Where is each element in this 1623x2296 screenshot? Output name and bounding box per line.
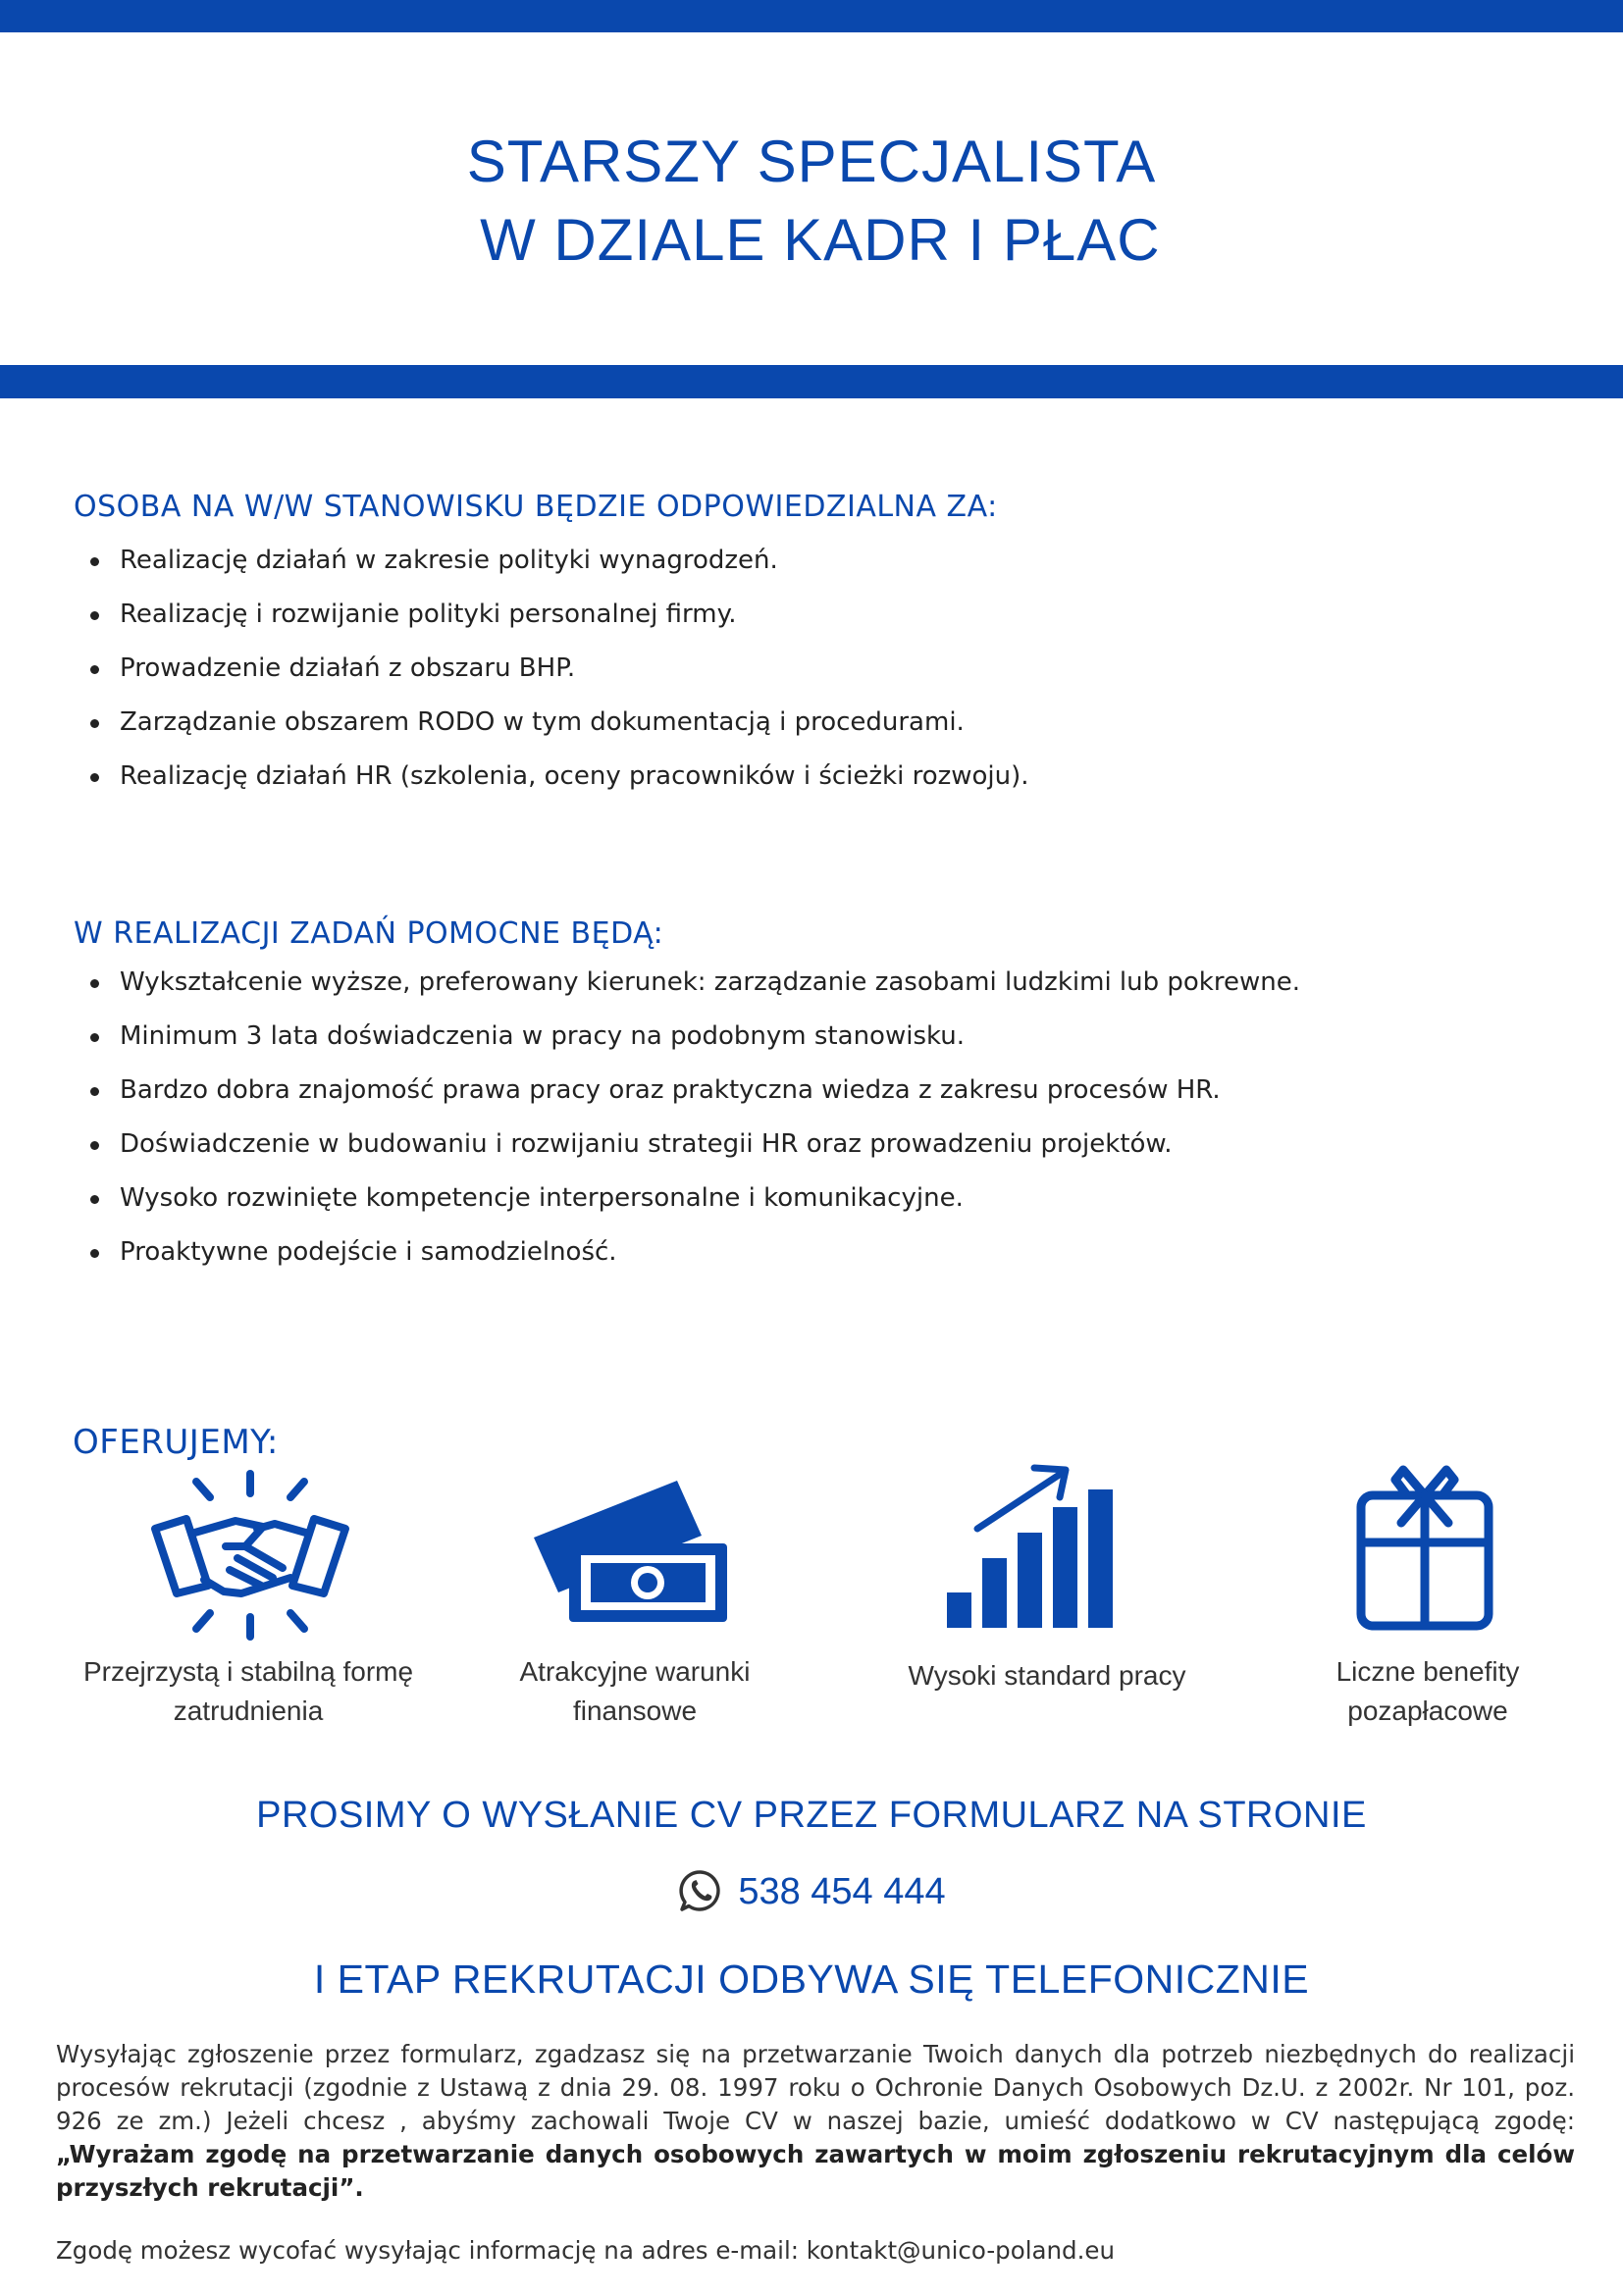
offer-label-1	[72, 1652, 425, 1731]
title-line-1: STARSZY SPECJALISTA	[466, 129, 1157, 194]
offer-label-4	[1251, 1652, 1604, 1731]
offer-label-line: zatrudnienia	[173, 1696, 324, 1726]
list-item: Realizację działań HR (szkolenia, oceny pracowników i ścieżki rozwoju).	[90, 750, 1029, 804]
divider-bar	[0, 365, 1623, 398]
growth-chart-icon	[944, 1460, 1126, 1632]
gift-icon	[1356, 1462, 1493, 1631]
requirements-heading: W REALIZACJI ZADAŃ POMOCNE BĘDĄ:	[74, 916, 664, 951]
recruitment-stage-note: I ETAP REKRUTACJI ODBYWA SIĘ TELEFONICZNIE	[313, 1957, 1310, 2002]
list-item: Wysoko rozwinięte kompetencje interpersonalne i komunikacyjne.	[90, 1172, 1300, 1226]
responsibilities-heading: OSOBA NA W/W STANOWISKU BĘDZIE ODPOWIEDZIALNA ZA:	[74, 490, 998, 524]
offer-label-line: Wysoki standard pracy	[908, 1660, 1186, 1691]
list-item: Bardzo dobra znajomość prawa pracy oraz praktyczna wiedza z zakresu procesów HR.	[90, 1064, 1300, 1118]
list-item: Realizację i rozwijanie polityki personalnej firmy.	[90, 588, 1029, 642]
consent-text	[56, 2038, 1575, 2205]
phone-number[interactable]: 538 454 444	[738, 1871, 946, 1912]
responsibilities-list	[90, 534, 1029, 804]
handshake-icon	[147, 1470, 353, 1642]
list-item: Minimum 3 lata doświadczenia w pracy na podobnym stanowisku.	[90, 1010, 1300, 1064]
consent-body: Wysyłając zgłoszenie przez formularz, zgadzasz się na przetwarzanie Twoich danych dla potrzeb niezbędnych do realizacji procesów rekrutacji (zgodnie z Ustawą z dnia 29. 08. 1997 roku o Ochronie Danych Osobowych Dz.U. z 2002r. Nr 101, poz. 926 ze zm.) Jeżeli chcesz , abyśmy zachowali Twoje CV w naszej bazie, umieść dodatkowo w CV następującą zgodę:	[56, 2040, 1575, 2135]
list-item: Prowadzenie działań z obszaru BHP.	[90, 642, 1029, 696]
top-bar	[0, 0, 1623, 32]
list-item: Wykształcenie wyższe, preferowany kierunek: zarządzanie zasobami ludzkimi lub pokrewne.	[90, 956, 1300, 1010]
list-item: Zarządzanie obszarem RODO w tym dokumentacją i procedurami.	[90, 696, 1029, 750]
phone-row	[0, 1867, 1623, 1917]
consent-quote: „Wyrażam zgodę na przetwarzanie danych osobowych zawartych w moim zgłoszeniu rekrutacyjnym dla celów przyszłych rekrutacji”.	[56, 2140, 1575, 2202]
whatsapp-icon	[677, 1867, 724, 1914]
offer-label-line: Atrakcyjne warunki	[519, 1656, 751, 1687]
title-line-2: W DZIALE KADR I PŁAC	[462, 207, 1161, 273]
list-item: Realizację działań w zakresie polityki wynagrodzeń.	[90, 534, 1029, 588]
offer-label-2	[458, 1652, 812, 1731]
offer-label-line: Liczne benefity	[1335, 1656, 1520, 1687]
offer-label-line: Przejrzystą i stabilną formę	[82, 1656, 414, 1687]
cv-request-heading: PROSIMY O WYSŁANIE CV PRZEZ FORMULARZ NA STRONIE	[256, 1795, 1367, 1836]
offer-heading: OFERUJEMY:	[73, 1423, 279, 1462]
list-item: Proaktywne podejście i samodzielność.	[90, 1226, 1300, 1279]
page-title	[0, 123, 1623, 280]
offer-label-3	[870, 1656, 1224, 1696]
withdraw-consent-note: Zgodę możesz wycofać wysyłając informację na adres e-mail: kontakt@unico-poland.eu	[56, 2236, 1115, 2265]
money-icon	[530, 1477, 731, 1624]
offer-label-line: finansowe	[572, 1696, 698, 1726]
list-item: Doświadczenie w budowaniu i rozwijaniu strategii HR oraz prowadzeniu projektów.	[90, 1118, 1300, 1172]
offer-label-line: pozapłacowe	[1347, 1696, 1508, 1726]
requirements-list	[90, 956, 1300, 1279]
